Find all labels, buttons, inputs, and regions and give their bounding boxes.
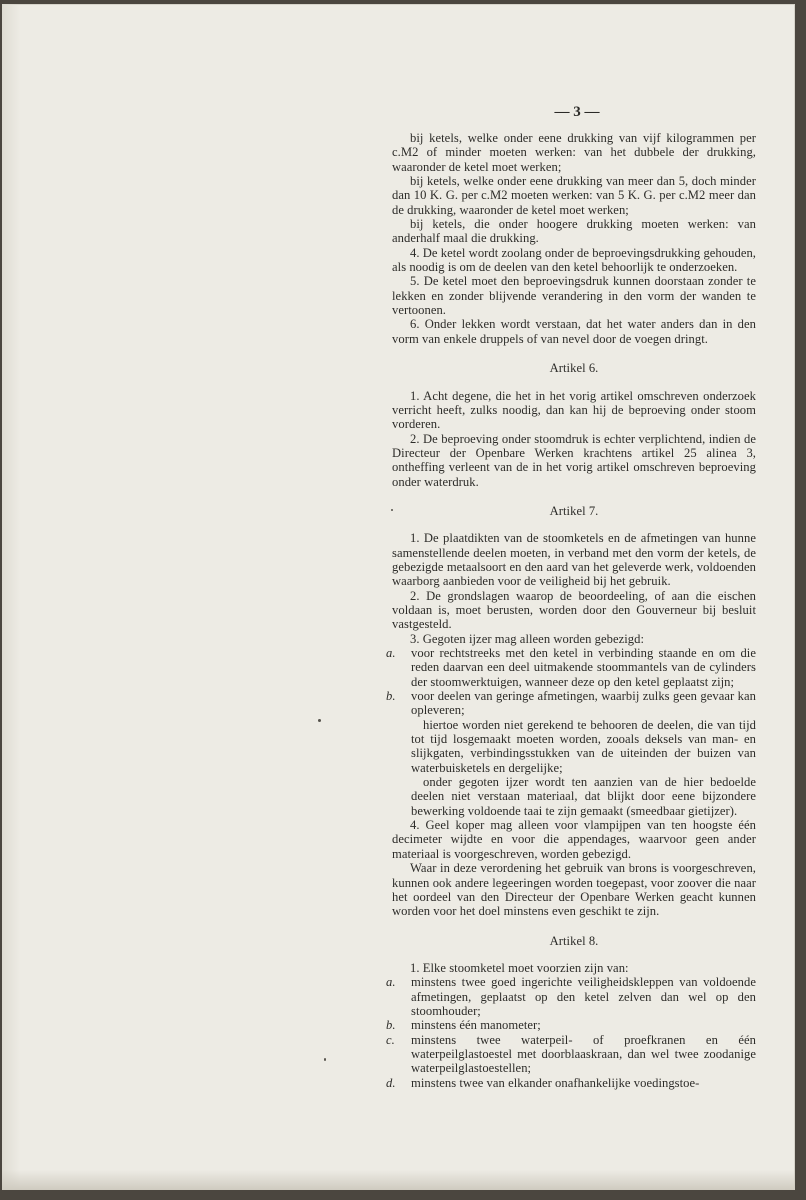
intro-paragraph-5: 5. De ketel moet den beproevingsdruk kunnen doorstaan zonder te lekken en zonder blijvende verandering in den vorm der wanden te vertoonen. <box>392 274 756 318</box>
article-8-item-d <box>386 1075 756 1090</box>
page-bottom-shadow <box>2 1170 795 1190</box>
paper-speck <box>324 1058 326 1061</box>
article-7-paragraph-1: 1. De plaatdikten van de stoomketels en de afmetingen van hunne samenstellende deelen moeten, in verband met den vorm der ketels, de gebezigde metaalsoort en den aard van het geleverde werk, voldoenden waarborg aanbieden voor de veiligheid bij het gebruik. <box>392 531 756 589</box>
item-text: minstens één manometer; <box>411 1018 541 1033</box>
intro-paragraph-3: bij ketels, die onder hoogere drukking moeten werken: van anderhalf maal die drukking. <box>392 217 756 246</box>
item-text: voor rechtstreeks met den ketel in verbinding staande en om die reden daarvan een deel uitmakende stoommantels van de cylinders der stoomwerktuigen, wanneer deze op den ketel geplaatst zijn; <box>411 646 756 689</box>
intro-paragraph-6: 6. Onder lekken wordt verstaan, dat het water anders dan in den vorm van enkele druppels of van nevel door de voegen dringt. <box>392 317 756 346</box>
article-7-item-b <box>386 689 756 718</box>
intro-paragraph-4: 4. De ketel wordt zoolang onder de beproevingsdrukking gehouden, als noodig is om de deelen van den ketel behoorlijk te onderzoeken. <box>392 245 756 275</box>
item-text: minstens twee goed ingerichte veiligheidskleppen van voldoende afmetingen, geplaatst op den ketel zelven dan wel op den stoomhouder; <box>411 975 756 1018</box>
paper-speck <box>318 719 321 722</box>
item-label: a. <box>386 975 396 990</box>
item-label: b. <box>386 1018 396 1033</box>
article-6-heading: Artikel 6. <box>549 361 599 376</box>
intro-paragraph-1: bij ketels, welke onder eene drukking van vijf kilogrammen per c.M2 of minder moeten werken: van het dubbele der drukking, waaronder de ketel moet werken; <box>392 131 756 174</box>
article-6-paragraph-2: 2. De beproeving onder stoomdruk is echter verplichtend, indien de Directeur der Openbare Werken krachtens artikel 25 alinea 3, ontheffing verleent van de in het vorig artikel omschreven beproeving onder waterdruk. <box>392 431 756 489</box>
article-7-heading: Artikel 7. <box>549 503 599 518</box>
page-sheet <box>2 4 795 1190</box>
article-7-item-b-note-2: onder gegoten ijzer wordt ten aanzien van de hier bedoelde deelen niet verstaan materiaal, dat blijkt door eene bijzondere bewerking voldoende taai te zijn gemaakt (smeedbaar gietijzer). <box>411 775 756 818</box>
article-7-paragraph-2: 2. De grondslagen waarop de beoordeeling, of aan die eischen voldaan is, moet berusten, worden door den Gouverneur bij besluit vastgesteld. <box>392 588 756 632</box>
intro-paragraph-2: bij ketels, welke onder eene drukking van meer dan 5, doch minder dan 10 K. G. per c.M2 moeten werken: van 5 K. G. per c.M2 meer dan de drukking, waaronder de ketel moet werken; <box>392 174 756 217</box>
paper-speck <box>391 509 393 511</box>
article-8-item-c <box>386 1032 756 1076</box>
article-8-paragraph-1: 1. Elke stoomketel moet voorzien zijn van: <box>410 960 629 975</box>
item-label: b. <box>386 689 396 704</box>
article-7-paragraph-5: Waar in deze verordening het gebruik van brons is voorgeschreven, kunnen ook andere legeeringen worden toegepast, voor zoover die naar het oordeel van den Directeur der Openbare Werken geacht kunnen worden voor het doel minstens even geschikt te zijn. <box>392 861 756 919</box>
item-label: c. <box>386 1032 395 1047</box>
item-label: d. <box>386 1075 396 1090</box>
page-number: — 3 — <box>554 104 600 120</box>
article-6-paragraph-1: 1. Acht degene, die het in het vorig artikel omschreven onderzoek verricht heeft, zulks noodig, dan kan hij de beproeving onder stoom vorderen. <box>392 388 756 432</box>
article-8-item-b <box>386 1018 756 1033</box>
article-8-heading: Artikel 8. <box>549 933 599 948</box>
item-text: voor deelen van geringe afmetingen, waarbij zulks geen gevaar kan opleveren; <box>411 689 756 718</box>
article-7-paragraph-4: 4. Geel koper mag alleen voor vlampijpen van ten hoogste één decimeter wijdte en voor die appendages, waarvoor geen ander materiaal is voorgeschreven, worden gebezigd. <box>392 818 756 861</box>
article-8-item-a <box>386 975 756 1018</box>
article-7-item-a <box>386 646 756 689</box>
item-label: a. <box>386 646 396 660</box>
article-7-item-b-note-1: hiertoe worden niet gerekend te behooren de deelen, die van tijd tot tijd losgemaakt moeten worden, zooals deksels van man- en slijkgaten, verbindingsstukken van de uiteinden der buizen van waterbuisketels en dergelijke; <box>411 717 756 775</box>
text-column <box>386 131 756 1090</box>
page-edge-shadow <box>2 4 20 1190</box>
article-7-paragraph-3: 3. Gegoten ijzer mag alleen worden gebezigd: <box>410 631 645 646</box>
item-text: minstens twee waterpeil- of proefkranen en één waterpeilglastoestel met doorblaaskraan, dan wel twee zoodanige waterpeilglastoestellen; <box>411 1032 756 1076</box>
item-text: minstens twee van elkander onafhankelijke voedingstoe- <box>411 1075 700 1090</box>
